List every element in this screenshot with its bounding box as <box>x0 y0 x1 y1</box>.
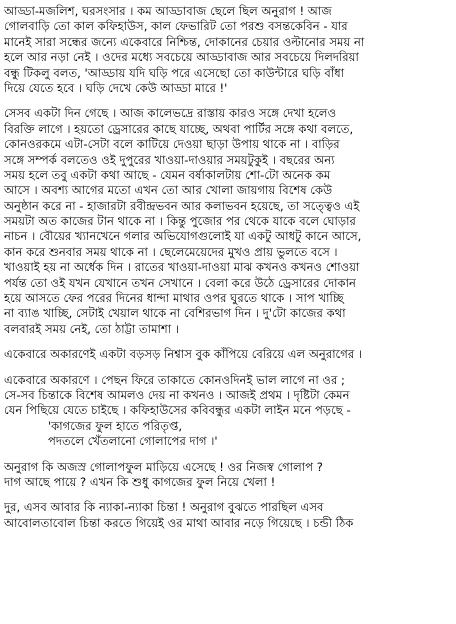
text-line: কোনওরকমে এটা-সেটা বলে কাটিয়ে দেওয়া ছাড়া উপায় থাকে না । বাড়ির <box>4 137 340 152</box>
text-line: একেবারে অকারণে । পেছন ফিরে তাকাতে কোনওদিনই ভাল লাগে না ওর ; <box>4 372 345 387</box>
paragraph-gap <box>4 450 450 460</box>
text-line: যেন পিছিয়ে যেতে চাইছে । কফিহাউসের কবিবন্ধুর একটা লাইন মনে পড়ছে - <box>4 403 351 418</box>
paragraph-dismissal <box>4 500 450 531</box>
paragraph-gap <box>4 490 450 500</box>
poem-quote <box>4 419 450 450</box>
text-line: নাচন । বৌয়ের খ্যানখেনে গলার অভিযোগগুলোই যা একটু আধটু কানে আসে, <box>4 229 362 244</box>
paragraph-roses <box>4 460 450 491</box>
paragraph-looking-back <box>4 373 450 450</box>
text-line: আবোলতাবোল চিন্তা করতে গিয়েই ওর মাথা আবার নড়ে গিয়েছে । চন্ডী ঠিক <box>4 515 354 530</box>
paragraph-gap <box>4 96 450 106</box>
text-line: দুর, এসব আবার কি ন্যাকা-ন্যাকা চিন্তা ! অনুরাগ বুঝতে পারছিল এসব <box>4 500 324 515</box>
text-line: মানেই সারা সন্ধের জন্যে একেবারে নিশ্চিন্ত, দোকানের চেয়ার ওল্টানোর সময় না <box>4 34 365 49</box>
text-line: বিরক্তি লাগে । হয়তো ড্রেসারের কাছে যাচ্ছে, অথবা পার্টির সঙ্গে কথা বলতে, <box>4 121 354 136</box>
text-line: হলে আর নড়া নেই । ওদের মধ্যে সবচেয়ে আড্ডাবাজ আর সবচেয়ে দিলদরিয়া <box>4 50 359 65</box>
text-line: সেসব একটা দিন গেছে । আজ কালেভদ্রে রাস্তায় কারও সঙ্গে দেখা হলেও <box>4 106 337 121</box>
text-line: না ব্যাঙ খাচ্ছি, সেটাই খেয়াল থাকে না বেশিরভাগ দিন । দু'টো কাজের কথা <box>4 306 346 321</box>
text-line: কান করে শুনবার সময় থাকে না । ছেলেমেয়েদের মুখও প্রায় ভুলতে বসে । <box>4 244 338 259</box>
paragraph-gap <box>4 363 450 373</box>
text-line: সময়টা অত কাজের টান থাকে না । কিন্তু পুজোর পর থেকে যাকে বলে ঘোড়ার <box>4 214 356 229</box>
text-line: সঙ্গে সম্পর্ক বলতেও ওই দুপুরের খাওয়া-দাওয়ার সময়টুকুই । বছরের অন্য <box>4 152 335 167</box>
text-line: খাওয়াই হয় না অর্ধেক দিন । রাতের খাওয়া-দাওয়া মাঝ কখনও কখনও শোওয়া <box>4 260 360 275</box>
text-line: দাগ আছে পায়ে ? এখন কি শুধু কাগজের ফুল নিয়ে খেলা ! <box>4 474 276 489</box>
text-line: অনুষ্ঠান করে না - হাজারটা রবীন্দ্রভবন আর কলাভবন হয়েছে, তা সত্ত্বেও এই <box>4 198 360 213</box>
text-line: আড্ডা-মজলিশ, ঘরসংসার । কম আড্ডাবাজ ছেলে ছিল অনুরাগ ! আজ <box>4 4 332 18</box>
poem-line: পদতলে খেঁতলানো গোলাপের দাগ ।' <box>48 434 218 449</box>
text-line: সময় হলে তবু একটা কথা আছে - যেমন বর্ষাকালটায় শো-টো অনেক কম <box>4 167 331 182</box>
text-line: সে-সব চিন্তাকে বিশেষ আমলও দেয় না কখনও । আজই প্রথম । দৃষ্টিটা কেমন <box>4 387 350 402</box>
text-line: বন্ধু টিকলু বলত, 'আড্ডায় যদি ঘড়ি পরে এসেছো তো কাউন্টারে ঘড়ি বাঁধা <box>4 65 345 80</box>
text-line: অনুরাগ কি অজস্র গোলাপফুল মাড়িয়ে এসেছে ! ওর নিজস্ব গোলাপ ? <box>4 459 323 474</box>
text-line: গোলবাড়ি তো কাল কফিহাউস, কাল ফেভারিট তো পরশু বসন্তকেবিন - যার <box>4 19 348 34</box>
text-line: বলবারই সময় নেই, তো ঠাট্টা তামাশা । <box>4 321 179 336</box>
poem-line: 'কাগজের ফুল হাতে পরিতৃপ্ত, <box>48 418 183 433</box>
text-line: একেবারে অকারণেই একটা বড়সড় নিশ্বাস বুক কাঁপিয়ে বেরিয়ে এল অনুরাগের । <box>4 347 363 362</box>
text-line: আসে । অবশ্য আগের মতো এখন তো আর খোলা জায়গায় বিশেষ কেউ <box>4 183 333 198</box>
paragraph-sigh <box>4 347 450 362</box>
text-line: হয়ে আসতে ফের পরের দিনের ধান্দা মাথার ওপর ঘুরতে থাকে । সাপ খাচ্ছি <box>4 291 344 306</box>
text-line: দিয়ে যেতে হবে । ঘড়ি দেখে কেউ আড্ডা মারে !' <box>4 80 228 95</box>
paragraph-adda <box>4 4 450 96</box>
paragraph-busy-life <box>4 106 450 337</box>
paragraph-gap <box>4 337 450 347</box>
text-line: পর্যন্ত তো ওই যখন যেখানে তখন সেখানে । বেলা করে উঠে ড্রেসারের দোকান <box>4 275 356 290</box>
